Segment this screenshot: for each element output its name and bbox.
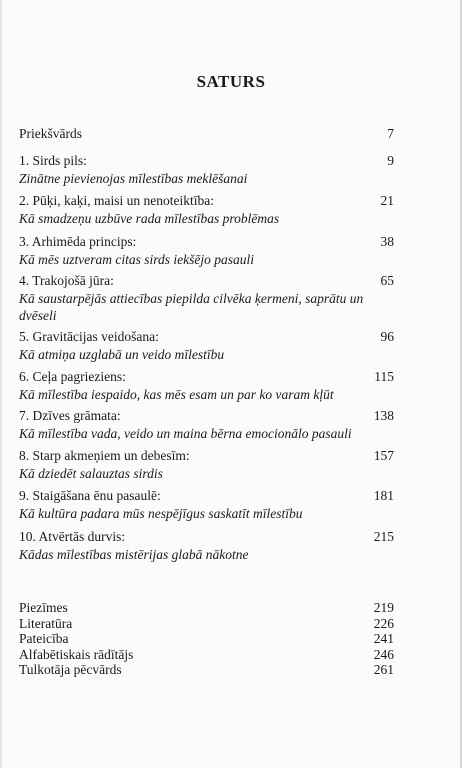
toc-entry-subtitle: Zinātne pievienojas mīlestības meklēšanai (19, 170, 248, 186)
toc-entry-page: 157 (373, 448, 394, 463)
back-matter-page: 219 (373, 600, 394, 615)
back-matter-label: Pateicība (19, 631, 69, 647)
toc-entry-subtitle: Kā mīlestība iespaido, kas mēs esam un par ko varam kļūt (19, 386, 334, 402)
back-matter-item (19, 600, 394, 616)
toc-entry-title: 4. Trakojošā jūra: (19, 273, 114, 288)
toc-entry-title: 10. Atvērtās durvis: (19, 529, 126, 544)
back-matter-page: 226 (373, 615, 394, 631)
toc-entry-page: 7 (387, 126, 394, 141)
toc-entry-page: 65 (380, 273, 394, 288)
back-matter-list (19, 600, 394, 678)
toc-entry-7 (19, 407, 394, 442)
back-matter-label: Alfabētiskais rādītājs (19, 646, 134, 662)
toc-entry-title: 6. Ceļa pagrieziens: (19, 369, 126, 384)
toc-entry-page: 38 (380, 234, 394, 249)
toc-entry-page: 21 (380, 193, 394, 208)
toc-entry-8 (19, 447, 394, 482)
toc-entry-title: 8. Starp akmeņiem un debesīm: (19, 448, 190, 463)
toc-entry-title: 1. Sirds pils: (19, 153, 87, 168)
toc-entry-title: 3. Arhimēda princips: (19, 234, 137, 249)
toc-entry-4 (19, 272, 394, 325)
toc-entry-subtitle: Kā atmiņa uzglabā un veido mīlestību (19, 346, 225, 362)
back-matter-page: 246 (373, 646, 394, 662)
toc-entry-subtitle: Kā saustarpējās attiecības piepilda cilvēka ķermeni, saprātu un dvēseli (19, 290, 364, 323)
back-matter-item (19, 631, 394, 647)
toc-entry-foreword (19, 125, 394, 143)
toc-entry-subtitle: Kā mēs uztveram citas sirds iekšējo pasauli (19, 251, 254, 267)
back-matter-item (19, 662, 394, 678)
toc-entry-title: 9. Staigāšana ēnu pasaulē: (19, 488, 161, 503)
toc-entry-title: 2. Pūķi, kaķi, maisi un nenoteiktība: (19, 193, 214, 208)
back-matter-label: Literatūra (19, 615, 73, 631)
toc-entry-page: 9 (387, 153, 394, 168)
back-matter-item (19, 616, 394, 632)
toc-entry-subtitle: Kā smadzeņu uzbūve rada mīlestības problēmas (19, 210, 280, 226)
toc-entry-page: 96 (380, 329, 394, 344)
toc-entry-2 (19, 192, 394, 227)
toc-entry-3 (19, 233, 394, 268)
toc-entry-page: 138 (373, 408, 394, 423)
toc-entry-page: 215 (373, 529, 394, 544)
back-matter-label: Tulkotāja pēcvārds (19, 662, 122, 678)
toc-entry-page: 115 (374, 369, 394, 384)
back-matter-page: 241 (373, 631, 394, 647)
toc-entry-title: 5. Gravitācijas veidošana: (19, 329, 159, 344)
toc-entry-page: 181 (373, 488, 394, 503)
toc-entry-subtitle: Kā dziedēt salauztas sirdis (19, 465, 163, 481)
toc-entry-subtitle: Kā mīlestība vada, veido un maina bērna emocionālo pasauli (19, 425, 352, 441)
toc-entry-subtitle: Kā kultūra padara mūs nespējīgus saskatīt mīlestību (19, 505, 303, 521)
toc-entry-10 (19, 528, 394, 563)
toc-entry-title: 7. Dzīves grāmata: (19, 408, 121, 423)
page-title: SATURS (196, 72, 266, 91)
toc-entry-title: Priekšvārds (19, 126, 82, 141)
toc-entry-1 (19, 152, 394, 187)
toc-entry-6 (19, 368, 394, 403)
back-matter-page: 261 (373, 662, 394, 678)
toc-entry-subtitle: Kādas mīlestības mistērijas glabā nākotne (19, 546, 249, 562)
back-matter-label: Piezīmes (19, 600, 68, 615)
toc-entry-9 (19, 487, 394, 522)
toc-entry-5 (19, 328, 394, 363)
back-matter-item (19, 647, 394, 663)
